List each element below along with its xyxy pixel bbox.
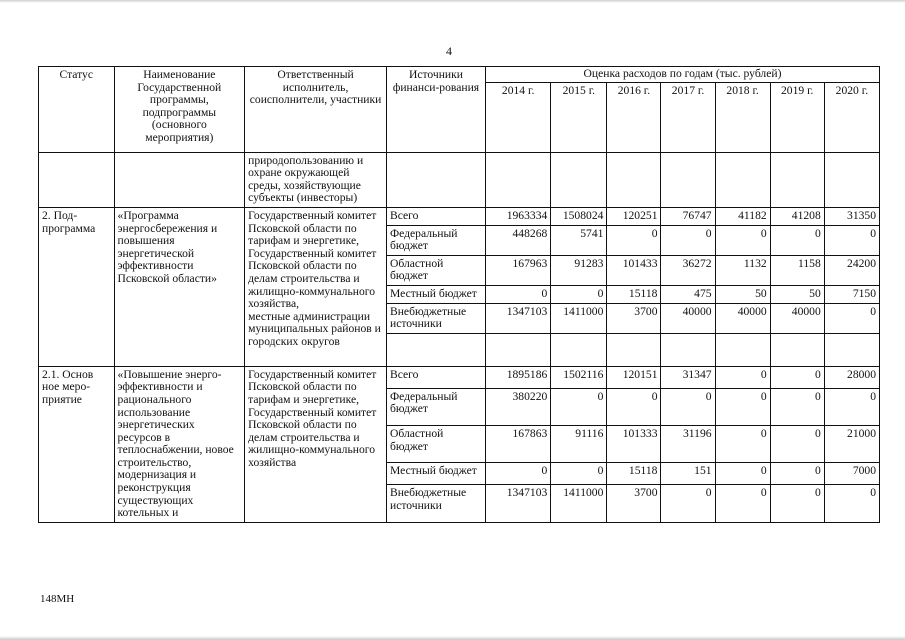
- value-cell: 1347103: [485, 485, 550, 523]
- value-cell: 3700: [607, 485, 661, 523]
- continuation-responsible: природопользованию и охране окружающей среды, хозяйствующие субъекты (инвесторы): [245, 152, 387, 207]
- cell-empty: [551, 152, 607, 207]
- program-name-cell: «Повышение энерго-эффективности и рационального использование энергетических ресурсов в теплоснабжении, новое строительство, модернизация и реконструкция существующих котельных и: [114, 366, 245, 522]
- value-cell: 1411000: [551, 485, 607, 523]
- value-cell: 120251: [607, 207, 661, 225]
- source-cell: Внебюджетные источники: [386, 485, 485, 523]
- header-year: 2014 г.: [485, 82, 550, 152]
- footer-code: 148МН: [40, 593, 75, 605]
- value-cell: 0: [770, 388, 824, 425]
- cell-empty: [386, 333, 485, 366]
- source-cell: Федеральный бюджет: [386, 388, 485, 425]
- value-cell: 41208: [770, 207, 824, 225]
- value-cell: 24200: [824, 255, 879, 285]
- value-cell: 91116: [551, 426, 607, 463]
- status-cell: 2. Под-программа: [39, 207, 115, 366]
- table-row: [39, 207, 880, 225]
- value-cell: 101333: [607, 426, 661, 463]
- value-cell: 475: [661, 285, 715, 303]
- cell-empty: [485, 152, 550, 207]
- value-cell: 41182: [715, 207, 770, 225]
- cell-empty: [824, 333, 879, 366]
- table-row: [39, 366, 880, 388]
- cell-empty: [485, 333, 550, 366]
- cell-empty: [661, 152, 715, 207]
- budget-table: [38, 66, 880, 523]
- value-cell: 0: [770, 225, 824, 255]
- scan-edge-top: [0, 0, 905, 3]
- source-cell: Всего: [386, 207, 485, 225]
- header-year: 2017 г.: [661, 82, 715, 152]
- value-cell: 15118: [607, 463, 661, 485]
- header-year: 2016 г.: [607, 82, 661, 152]
- header-year: 2020 г.: [824, 82, 879, 152]
- value-cell: 40000: [770, 303, 824, 333]
- value-cell: 91283: [551, 255, 607, 285]
- header-name: Наименование Государственной программы, подпрограммы (основного мероприятия): [114, 67, 245, 153]
- header-status: Статус: [39, 67, 115, 153]
- source-cell: Всего: [386, 366, 485, 388]
- value-cell: 0: [551, 388, 607, 425]
- source-cell: Областной бюджет: [386, 426, 485, 463]
- value-cell: 0: [715, 388, 770, 425]
- source-cell: Областной бюджет: [386, 255, 485, 285]
- value-cell: 0: [824, 485, 879, 523]
- header-sources: Источники финанси-рования: [386, 67, 485, 153]
- cell-empty: [824, 152, 879, 207]
- value-cell: 3700: [607, 303, 661, 333]
- scan-edge-bottom: [0, 636, 905, 640]
- value-cell: 1411000: [551, 303, 607, 333]
- value-cell: 0: [661, 485, 715, 523]
- cell-empty: [607, 333, 661, 366]
- header-responsible: Ответственный исполнитель, соисполнители, участники: [245, 67, 387, 153]
- value-cell: 0: [715, 225, 770, 255]
- responsible-text: Государственный комитет Псковской области по тарифам и энергетике, Государственный комитет Псковской области по делам строительства и жилищно-коммунального хозяйства,: [248, 208, 377, 311]
- value-cell: 28000: [824, 366, 879, 388]
- value-cell: 50: [770, 285, 824, 303]
- value-cell: 1132: [715, 255, 770, 285]
- value-cell: 0: [661, 225, 715, 255]
- value-cell: 31350: [824, 207, 879, 225]
- value-cell: 1347103: [485, 303, 550, 333]
- value-cell: 31347: [661, 366, 715, 388]
- responsible-cell: [245, 207, 387, 366]
- cell-empty: [39, 152, 115, 207]
- status-cell: 2.1. Основ ное меро-приятие: [39, 366, 115, 522]
- value-cell: 1158: [770, 255, 824, 285]
- value-cell: 0: [770, 463, 824, 485]
- source-cell: Федеральный бюджет: [386, 225, 485, 255]
- header-year: 2019 г.: [770, 82, 824, 152]
- value-cell: 120151: [607, 366, 661, 388]
- value-cell: 7150: [824, 285, 879, 303]
- value-cell: 1895186: [485, 366, 550, 388]
- value-cell: 0: [715, 426, 770, 463]
- header-expenses: Оценка расходов по годам (тыс. рублей): [485, 67, 879, 83]
- source-cell: Местный бюджет: [386, 463, 485, 485]
- value-cell: 0: [551, 463, 607, 485]
- value-cell: 76747: [661, 207, 715, 225]
- value-cell: 167963: [485, 255, 550, 285]
- value-cell: 40000: [715, 303, 770, 333]
- value-cell: 50: [715, 285, 770, 303]
- page-number: 4: [446, 44, 452, 58]
- value-cell: 1502116: [551, 366, 607, 388]
- cell-empty: [715, 333, 770, 366]
- cell-empty: [386, 152, 485, 207]
- value-cell: 151: [661, 463, 715, 485]
- cell-empty: [770, 152, 824, 207]
- header-year: 2015 г.: [551, 82, 607, 152]
- value-cell: 0: [715, 485, 770, 523]
- value-cell: 0: [824, 225, 879, 255]
- value-cell: 0: [607, 225, 661, 255]
- value-cell: 0: [607, 388, 661, 425]
- program-name-cell: «Программа энергосбережения и повышения энергетической эффективности Псковской области»: [114, 207, 245, 366]
- value-cell: 0: [661, 388, 715, 425]
- responsible-cell: Государственный комитет Псковской области по тарифам и энергетике, Государственный комитет Псковской области по делам строительства и жилищно-коммунального хозяйства: [245, 366, 387, 522]
- value-cell: 0: [824, 388, 879, 425]
- cell-empty: [770, 333, 824, 366]
- cell-empty: [551, 333, 607, 366]
- value-cell: 1508024: [551, 207, 607, 225]
- value-cell: 7000: [824, 463, 879, 485]
- value-cell: 36272: [661, 255, 715, 285]
- continuation-row: [39, 152, 880, 207]
- value-cell: 101433: [607, 255, 661, 285]
- value-cell: 0: [715, 463, 770, 485]
- value-cell: 0: [770, 485, 824, 523]
- value-cell: 0: [715, 366, 770, 388]
- source-cell: Местный бюджет: [386, 285, 485, 303]
- cell-empty: [607, 152, 661, 207]
- cell-empty: [114, 152, 245, 207]
- cell-empty: [715, 152, 770, 207]
- source-cell: Внебюджетные источники: [386, 303, 485, 333]
- value-cell: 380220: [485, 388, 550, 425]
- value-cell: 0: [485, 463, 550, 485]
- value-cell: 167863: [485, 426, 550, 463]
- value-cell: 0: [551, 285, 607, 303]
- value-cell: 5741: [551, 225, 607, 255]
- value-cell: 1963334: [485, 207, 550, 225]
- cell-empty: [661, 333, 715, 366]
- value-cell: 448268: [485, 225, 550, 255]
- value-cell: 0: [485, 285, 550, 303]
- value-cell: 0: [770, 366, 824, 388]
- responsible-extra-text: местные администрации муниципальных районов и городских округов: [248, 309, 381, 348]
- header-row: [39, 67, 880, 83]
- value-cell: 15118: [607, 285, 661, 303]
- value-cell: 31196: [661, 426, 715, 463]
- header-year: 2018 г.: [715, 82, 770, 152]
- value-cell: 0: [770, 426, 824, 463]
- value-cell: 21000: [824, 426, 879, 463]
- value-cell: 0: [824, 303, 879, 333]
- value-cell: 40000: [661, 303, 715, 333]
